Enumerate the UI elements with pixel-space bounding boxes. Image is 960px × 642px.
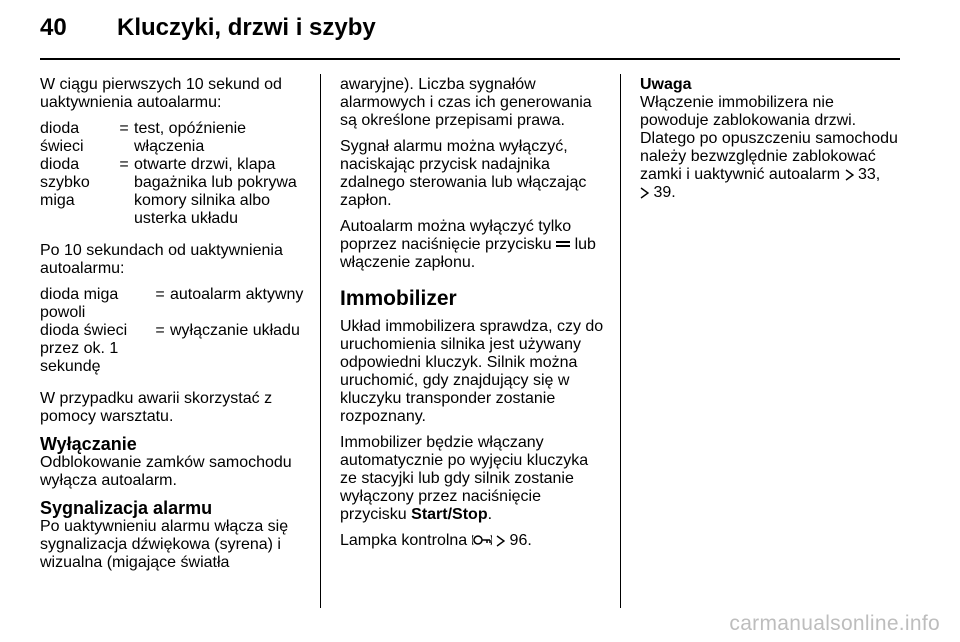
alarm-disable-paragraph bbox=[340, 218, 606, 272]
column-divider-1 bbox=[320, 74, 321, 608]
deactivation-paragraph: Odblokowanie zamków samochodu wyłącza autoalarm. bbox=[40, 454, 292, 489]
control-lamp-paragraph bbox=[340, 532, 606, 550]
alarm-disable-text: Autoalarm można wyłączyć tylko poprzez naciśnięcie przycisku bbox=[340, 218, 572, 253]
deactivation-heading: Wyłączanie bbox=[40, 434, 137, 454]
alarm-paragraph: Po uaktywnieniu alarmu włącza się sygnalizacja dźwiękowa (syrena) i wizualna (migające światła bbox=[40, 518, 289, 571]
page-reference-icon bbox=[496, 535, 505, 547]
after-paragraph: Po 10 sekundach od uaktywnienia autoalarmu: bbox=[40, 242, 283, 277]
alarm-heading: Sygnalizacja alarmu bbox=[40, 498, 213, 518]
table-desc: wyłączanie układu bbox=[170, 322, 300, 339]
note-paragraph bbox=[640, 94, 906, 202]
table-desc: autoalarm aktywny bbox=[170, 286, 304, 303]
table-term: dioda szybko miga bbox=[40, 156, 90, 209]
table-equals: = bbox=[155, 286, 165, 303]
alarm-disable-text-end: lub włączenie zapłonu. bbox=[340, 236, 596, 271]
column-3 bbox=[640, 76, 906, 210]
page-reference[interactable]: 96. bbox=[509, 532, 532, 549]
table-equals: = bbox=[119, 120, 129, 137]
start-stop-button-label: Start/Stop bbox=[411, 506, 488, 523]
column-1 bbox=[40, 76, 306, 580]
immobilizer-auto-paragraph bbox=[340, 434, 606, 524]
page-number: 40 bbox=[40, 14, 67, 41]
column-2 bbox=[340, 76, 606, 558]
table-desc: otwarte drzwi, klapa bagażnika lub pokrywa komory silnika albo usterka układu bbox=[134, 156, 297, 227]
immobilizer-auto-text: Immobilizer będzie włączany automatycznie po wyjęciu kluczyka ze stacyjki lub gdy silnik zostanie wyłączony przez naciśnięcie przycisku bbox=[340, 434, 589, 523]
alarm-continued-paragraph: awaryjne). Liczba sygnałów alarmowych i czas ich generowania są określone przepisami prawa. bbox=[340, 76, 592, 129]
page-reference-icon bbox=[640, 187, 649, 199]
sentence-end: . bbox=[487, 506, 493, 523]
page-reference-icon bbox=[845, 169, 854, 181]
note-heading: Uwaga bbox=[640, 76, 692, 93]
column-divider-2 bbox=[620, 74, 621, 608]
table-equals: = bbox=[119, 156, 129, 173]
failure-paragraph: W przypadku awarii skorzystać z pomocy warsztatu. bbox=[40, 390, 273, 425]
watermark: carmanualsonline.info bbox=[729, 612, 940, 635]
table-term: dioda świeci bbox=[40, 120, 84, 155]
immobilizer-heading: Immobilizer bbox=[340, 287, 457, 310]
led-status-table-active bbox=[40, 286, 306, 376]
page-reference[interactable]: 39. bbox=[653, 184, 676, 201]
table-term: dioda miga powoli bbox=[40, 286, 119, 321]
intro-paragraph: W ciągu pierwszych 10 sekund od uaktywnienia autoalarmu: bbox=[40, 76, 282, 111]
table-desc: test, opóźnienie włączenia bbox=[134, 120, 247, 155]
table-equals: = bbox=[155, 322, 165, 339]
alarm-stop-paragraph: Sygnał alarmu można wyłączyć, naciskając przycisk nadajnika zdalnego sterowania lub włączając zapłon. bbox=[340, 138, 587, 209]
header-divider bbox=[40, 58, 900, 60]
immobilizer-key-lamp-icon bbox=[472, 533, 492, 547]
page-reference[interactable]: 33, bbox=[857, 166, 881, 183]
table-term: dioda świeci przez ok. 1 sekundę bbox=[40, 322, 128, 375]
immobilizer-paragraph: Układ immobilizera sprawdza, czy do uruchomienia silnika jest używany odpowiedni kluczyk. Silnik można uruchomić, gdy znajdujący się w kluczyku transponder zostanie rozpoznany. bbox=[340, 318, 604, 425]
note-text: Włączenie immobilizera nie powoduje zablokowania drzwi. Dlatego po opuszczeniu samochodu należy bezwzględnie zablokować zamki i uaktywnić autoalarm bbox=[640, 94, 898, 183]
control-lamp-text: Lampka kontrolna bbox=[340, 532, 468, 549]
led-status-table-initial bbox=[40, 120, 306, 228]
chapter-title: Kluczyki, drzwi i szyby bbox=[117, 14, 376, 41]
remote-lock-button-icon bbox=[556, 239, 570, 251]
